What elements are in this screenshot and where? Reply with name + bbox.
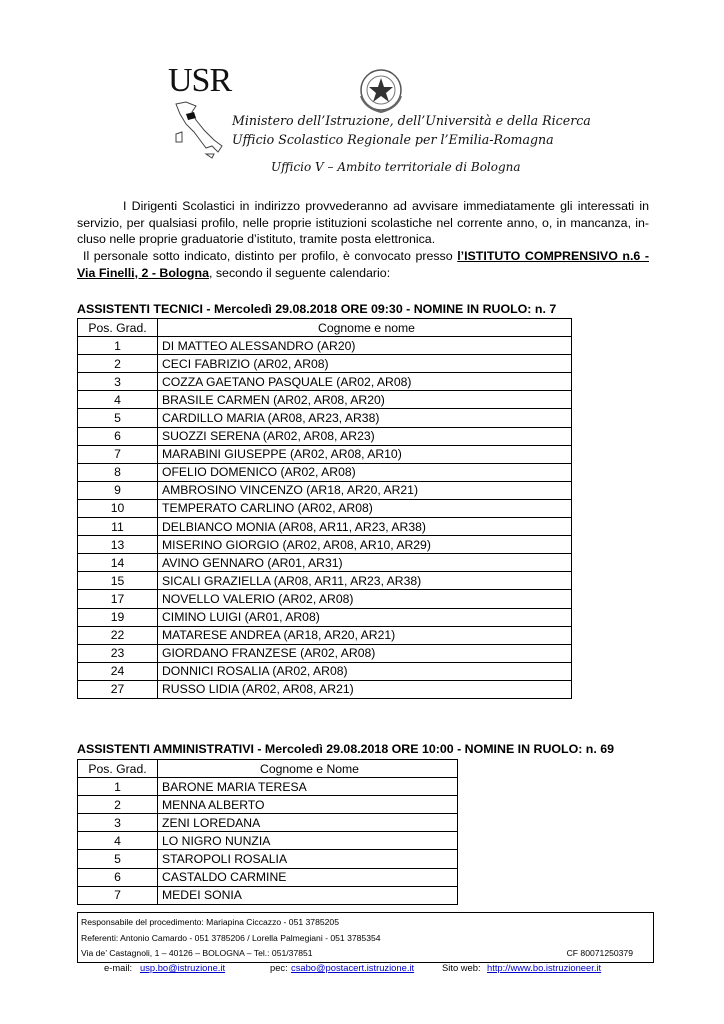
pec-label: pec:: [270, 962, 288, 973]
table-row: [78, 463, 572, 481]
pec-link[interactable]: csabo@postacert.istruzione.it: [291, 962, 415, 973]
name-cell: NOVELLO VALERIO (AR02, AR08): [158, 590, 572, 608]
name-cell: CIMINO LUIGI (AR01, AR08): [158, 608, 572, 626]
convocation-paragraph: [77, 248, 649, 281]
name-cell: OFELIO DOMENICO (AR02, AR08): [158, 463, 572, 481]
name-cell: RUSSO LIDIA (AR02, AR08, AR21): [158, 680, 572, 698]
name-cell: MEDEI SONIA: [158, 886, 458, 904]
italy-map-icon: [170, 100, 226, 160]
email-label: e-mail:: [104, 962, 133, 973]
name-cell: MARABINI GIUSEPPE (AR02, AR08, AR10): [158, 445, 572, 463]
table-row: [78, 536, 572, 554]
intro-paragraph: I Dirigenti Scolastici in indirizzo provvederanno ad avvisare immediatamente gli interessati in servizio, per qualsiasi profilo, nelle proprie istituzioni scolastiche nel corrente anno, o, in mancanza, in-cluso nelle proprie graduatorie d’istituto, tramite posta elettronica.: [77, 199, 649, 247]
pos-grad-cell: 22: [78, 626, 158, 644]
table-row: [78, 572, 572, 590]
col-header-pos: Pos. Grad.: [78, 319, 158, 337]
web-label: Sito web:: [442, 962, 481, 973]
convocation-text-start: Il personale sotto indicato, distinto per profilo, è convocato presso: [83, 249, 458, 263]
name-cell: TEMPERATO CARLINO (AR02, AR08): [158, 499, 572, 517]
name-cell: ZENI LOREDANA: [158, 814, 458, 832]
pos-grad-cell: 7: [78, 445, 158, 463]
office-name: Ufficio Scolastico Regionale per l’Emilia-Romagna: [232, 132, 554, 147]
name-cell: COZZA GAETANO PASQUALE (AR02, AR08): [158, 373, 572, 391]
table-row: [78, 554, 572, 572]
name-cell: CECI FABRIZIO (AR02, AR08): [158, 355, 572, 373]
col-header-pos: Pos. Grad.: [78, 760, 158, 778]
table-row: [78, 778, 458, 796]
pos-grad-cell: 7: [78, 886, 158, 904]
table-row: [78, 680, 572, 698]
table-row: [78, 644, 572, 662]
name-cell: DONNICI ROSALIA (AR02, AR08): [158, 662, 572, 680]
table-row: [78, 590, 572, 608]
pos-grad-cell: 5: [78, 850, 158, 868]
pos-grad-cell: 17: [78, 590, 158, 608]
pos-grad-cell: 27: [78, 680, 158, 698]
pos-grad-cell: 3: [78, 814, 158, 832]
table-row: [78, 373, 572, 391]
pos-grad-cell: 23: [78, 644, 158, 662]
web-link[interactable]: http://www.bo.istruzioneer.it: [487, 962, 602, 973]
pos-grad-cell: 6: [78, 427, 158, 445]
name-cell: MENNA ALBERTO: [158, 796, 458, 814]
table-body-amministrativi: [78, 778, 458, 905]
name-cell: AMBROSINO VINCENZO (AR18, AR20, AR21): [158, 481, 572, 499]
pos-grad-cell: 5: [78, 409, 158, 427]
pos-grad-cell: 14: [78, 554, 158, 572]
footer-referenti: Referenti: Antonio Camardo - 051 3785206 / Lorella Palmegiani - 051 3785354: [81, 932, 381, 943]
name-cell: SUOZZI SERENA (AR02, AR08, AR23): [158, 427, 572, 445]
name-cell: SICALI GRAZIELLA (AR08, AR11, AR23, AR38): [158, 572, 572, 590]
name-cell: BARONE MARIA TERESA: [158, 778, 458, 796]
table-tecnici: [77, 318, 572, 699]
pos-grad-cell: 4: [78, 391, 158, 409]
usr-logo: [168, 62, 232, 142]
pos-grad-cell: 2: [78, 796, 158, 814]
name-cell: CARDILLO MARIA (AR08, AR23, AR38): [158, 409, 572, 427]
usr-logo-text: USR: [168, 62, 232, 99]
pos-grad-cell: 1: [78, 778, 158, 796]
table-row: [78, 832, 458, 850]
name-cell: GIORDANO FRANZESE (AR02, AR08): [158, 644, 572, 662]
table-row: [78, 662, 572, 680]
table-row: [78, 626, 572, 644]
republic-emblem-icon: [355, 66, 407, 114]
name-cell: MISERINO GIORGIO (AR02, AR08, AR10, AR29): [158, 536, 572, 554]
pos-grad-cell: 11: [78, 518, 158, 536]
name-cell: AVINO GENNARO (AR01, AR31): [158, 554, 572, 572]
table-row: [78, 499, 572, 517]
pos-grad-cell: 13: [78, 536, 158, 554]
footer-cf: CF 80071250379: [566, 948, 633, 958]
department-name: Ufficio V – Ambito territoriale di Bologna: [271, 160, 521, 174]
pos-grad-cell: 8: [78, 463, 158, 481]
pos-grad-cell: 24: [78, 662, 158, 680]
table-row: [78, 391, 572, 409]
table-row: [78, 481, 572, 499]
table-row: [78, 427, 572, 445]
footer-address: Via de’ Castagnoli, 1 – 40126 – BOLOGNA – Tel.: 051/37851: [81, 948, 313, 958]
col-header-name: Cognome e nome: [158, 319, 572, 337]
name-cell: LO NIGRO NUNZIA: [158, 832, 458, 850]
col-header-name: Cognome e Nome: [158, 760, 458, 778]
table-amministrativi: [77, 759, 458, 905]
pos-grad-cell: 19: [78, 608, 158, 626]
pos-grad-cell: 2: [78, 355, 158, 373]
name-cell: DELBIANCO MONIA (AR08, AR11, AR23, AR38): [158, 518, 572, 536]
table-row: [78, 886, 458, 904]
convocation-text-end: , secondo il seguente calendario:: [208, 265, 391, 280]
pos-grad-cell: 15: [78, 572, 158, 590]
name-cell: MATARESE ANDREA (AR18, AR20, AR21): [158, 626, 572, 644]
pos-grad-cell: 4: [78, 832, 158, 850]
name-cell: CASTALDO CARMINE: [158, 868, 458, 886]
table-row: [78, 518, 572, 536]
email-link[interactable]: usp.bo@istruzione.it: [140, 962, 226, 973]
footer-responsabile: Responsabile del procedimento: Mariapina Ciccazzo - 051 3785205: [81, 917, 339, 927]
name-cell: STAROPOLI ROSALIA: [158, 850, 458, 868]
footer-box: [77, 912, 654, 963]
table-row: [78, 850, 458, 868]
name-cell: DI MATTEO ALESSANDRO (AR20): [158, 337, 572, 355]
table-header-row: [78, 760, 458, 778]
pos-grad-cell: 9: [78, 481, 158, 499]
footer-address-row: [81, 946, 653, 962]
table-row: [78, 409, 572, 427]
table-row: [78, 796, 458, 814]
table-row: [78, 814, 458, 832]
name-cell: BRASILE CARMEN (AR02, AR08, AR20): [158, 391, 572, 409]
pos-grad-cell: 1: [78, 337, 158, 355]
table-body-tecnici: [78, 337, 572, 699]
ministry-name: Ministero dell’Istruzione, dell’Università e della Ricerca: [232, 113, 591, 128]
pos-grad-cell: 10: [78, 499, 158, 517]
section-title-tecnici: ASSISTENTI TECNICI - Mercoledì 29.08.2018 ORE 09:30 - NOMINE IN RUOLO: n. 7: [77, 302, 557, 316]
table-row: [78, 868, 458, 886]
table-header-row: [78, 319, 572, 337]
table-row: [78, 608, 572, 626]
convocation-venue: l’ISTITUTO COMPRENSIVO n.6 - Via Finelli, 2 - Bologna: [77, 249, 649, 280]
table-row: [78, 445, 572, 463]
pos-grad-cell: 6: [78, 868, 158, 886]
table-row: [78, 355, 572, 373]
table-row: [78, 337, 572, 355]
section-title-amministrativi: ASSISTENTI AMMINISTRATIVI - Mercoledì 29.08.2018 ORE 10:00 - NOMINE IN RUOLO: n. 69: [77, 742, 615, 756]
pos-grad-cell: 3: [78, 373, 158, 391]
